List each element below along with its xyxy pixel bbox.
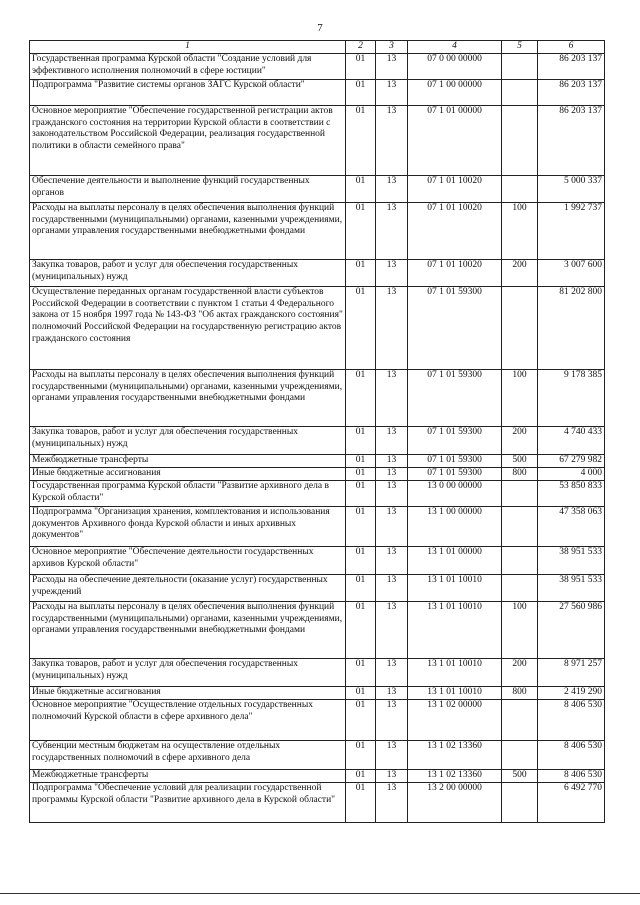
row-expense-type bbox=[502, 546, 538, 574]
row-amount: 4 000 bbox=[538, 467, 605, 480]
row-subsection: 13 bbox=[376, 259, 408, 286]
table-row bbox=[30, 79, 605, 105]
row-target-article: 07 0 00 00000 bbox=[408, 53, 502, 79]
table-row bbox=[30, 699, 605, 740]
row-name: Иные бюджетные ассигнования bbox=[30, 686, 346, 699]
row-expense-type: 500 bbox=[502, 454, 538, 467]
row-section: 01 bbox=[346, 699, 376, 740]
bottom-rule bbox=[0, 893, 640, 894]
row-expense-type bbox=[502, 574, 538, 601]
row-target-article: 07 1 01 10020 bbox=[408, 175, 502, 202]
row-amount: 9 178 385 bbox=[538, 369, 605, 426]
row-target-article: 07 1 01 59300 bbox=[408, 467, 502, 480]
row-amount: 86 203 137 bbox=[538, 79, 605, 105]
row-target-article: 13 0 00 00000 bbox=[408, 480, 502, 506]
row-target-article: 13 1 01 10010 bbox=[408, 686, 502, 699]
row-target-article: 07 1 01 00000 bbox=[408, 105, 502, 175]
row-subsection: 13 bbox=[376, 658, 408, 686]
row-section: 01 bbox=[346, 286, 376, 369]
table-row bbox=[30, 546, 605, 574]
row-subsection: 13 bbox=[376, 574, 408, 601]
row-section: 01 bbox=[346, 546, 376, 574]
row-amount: 86 203 137 bbox=[538, 105, 605, 175]
row-expense-type bbox=[502, 175, 538, 202]
row-amount: 47 358 063 bbox=[538, 506, 605, 546]
row-subsection: 13 bbox=[376, 286, 408, 369]
row-section: 01 bbox=[346, 259, 376, 286]
row-target-article: 13 1 02 00000 bbox=[408, 699, 502, 740]
row-section: 01 bbox=[346, 740, 376, 769]
row-name: Основное мероприятие "Обеспечение государственной регистрации актов гражданского состояния на территории Курской области в соответствии с законодательством Российской Федерации, реализация государственной политики в области семейного права" bbox=[30, 105, 346, 175]
row-section: 01 bbox=[346, 79, 376, 105]
row-subsection: 13 bbox=[376, 546, 408, 574]
row-target-article: 13 2 00 00000 bbox=[408, 782, 502, 822]
row-name: Осуществление переданных органам государственной власти субъектов Российской Федерации в соответствии с пунктом 1 статьи 4 Федерального закона от 15 ноября 1997 года № 143-ФЗ "Об актах гражданского состояния" полномочий Российской Федерации на государственную регистрацию актов гражданского состояния bbox=[30, 286, 346, 369]
row-expense-type: 200 bbox=[502, 426, 538, 454]
row-amount: 27 560 986 bbox=[538, 601, 605, 658]
row-target-article: 07 1 01 59300 bbox=[408, 454, 502, 467]
row-name: Подпрограмма "Развитие системы органов ЗАГС Курской области" bbox=[30, 79, 346, 105]
row-name: Основное мероприятие "Осуществление отдельных государственных полномочий Курской области в сфере архивного дела" bbox=[30, 699, 346, 740]
table-row bbox=[30, 454, 605, 467]
row-section: 01 bbox=[346, 426, 376, 454]
row-subsection: 13 bbox=[376, 506, 408, 546]
row-section: 01 bbox=[346, 454, 376, 467]
row-target-article: 13 1 01 10010 bbox=[408, 601, 502, 658]
table-row bbox=[30, 426, 605, 454]
row-expense-type: 500 bbox=[502, 769, 538, 782]
row-target-article: 13 1 01 00000 bbox=[408, 546, 502, 574]
table-row bbox=[30, 259, 605, 286]
table-row bbox=[30, 53, 605, 79]
row-expense-type bbox=[502, 53, 538, 79]
row-subsection: 13 bbox=[376, 467, 408, 480]
table-row bbox=[30, 369, 605, 426]
row-subsection: 13 bbox=[376, 740, 408, 769]
row-expense-type bbox=[502, 699, 538, 740]
row-section: 01 bbox=[346, 686, 376, 699]
row-amount: 8 406 530 bbox=[538, 699, 605, 740]
row-amount: 86 203 137 bbox=[538, 53, 605, 79]
row-subsection: 13 bbox=[376, 769, 408, 782]
row-target-article: 13 1 01 10010 bbox=[408, 658, 502, 686]
row-amount: 53 850 833 bbox=[538, 480, 605, 506]
row-section: 01 bbox=[346, 105, 376, 175]
row-target-article: 13 1 02 13360 bbox=[408, 769, 502, 782]
table-row bbox=[30, 769, 605, 782]
row-section: 01 bbox=[346, 782, 376, 822]
row-subsection: 13 bbox=[376, 454, 408, 467]
row-target-article: 13 1 01 10010 bbox=[408, 574, 502, 601]
row-target-article: 07 1 01 10020 bbox=[408, 259, 502, 286]
row-expense-type: 800 bbox=[502, 467, 538, 480]
row-target-article: 07 1 00 00000 bbox=[408, 79, 502, 105]
row-name: Расходы на выплаты персоналу в целях обеспечения выполнения функций государственными (муниципальными) органами, казенными учреждениями, органами управления государственными внебюджетными фондами bbox=[30, 369, 346, 426]
header-col-4: 4 bbox=[408, 41, 502, 54]
row-subsection: 13 bbox=[376, 175, 408, 202]
row-name: Государственная программа Курской области "Развитие архивного дела в Курской области" bbox=[30, 480, 346, 506]
header-col-1: 1 bbox=[30, 41, 346, 54]
row-amount: 67 279 982 bbox=[538, 454, 605, 467]
table-row bbox=[30, 175, 605, 202]
row-name: Закупка товаров, работ и услуг для обеспечения государственных (муниципальных) нужд bbox=[30, 426, 346, 454]
table-row bbox=[30, 480, 605, 506]
row-subsection: 13 bbox=[376, 202, 408, 259]
row-expense-type: 100 bbox=[502, 601, 538, 658]
row-section: 01 bbox=[346, 175, 376, 202]
row-section: 01 bbox=[346, 53, 376, 79]
row-target-article: 07 1 01 59300 bbox=[408, 369, 502, 426]
row-amount: 5 000 337 bbox=[538, 175, 605, 202]
row-target-article: 07 1 01 10020 bbox=[408, 202, 502, 259]
header-col-6: 6 bbox=[538, 41, 605, 54]
row-name: Расходы на выплаты персоналу в целях обеспечения выполнения функций государственными (муниципальными) органами, казенными учреждениями, органами управления государственными внебюджетными фондами bbox=[30, 202, 346, 259]
row-target-article: 07 1 01 59300 bbox=[408, 426, 502, 454]
page-number: 7 bbox=[317, 22, 323, 34]
row-name: Межбюджетные трансферты bbox=[30, 454, 346, 467]
row-name: Закупка товаров, работ и услуг для обеспечения государственных (муниципальных) нужд bbox=[30, 259, 346, 286]
row-expense-type bbox=[502, 740, 538, 769]
row-section: 01 bbox=[346, 574, 376, 601]
row-subsection: 13 bbox=[376, 601, 408, 658]
row-name: Межбюджетные трансферты bbox=[30, 769, 346, 782]
row-name: Субвенции местным бюджетам на осуществление отдельных государственных полномочий в сфере архивного дела bbox=[30, 740, 346, 769]
table-row bbox=[30, 286, 605, 369]
header-col-2: 2 bbox=[346, 41, 376, 54]
row-name: Подпрограмма "Организация хранения, комплектования и использования документов Архивного фонда Курской области и иных архивных документов" bbox=[30, 506, 346, 546]
row-name: Основное мероприятие "Обеспечение деятельности государственных архивов Курской области" bbox=[30, 546, 346, 574]
row-subsection: 13 bbox=[376, 79, 408, 105]
row-subsection: 13 bbox=[376, 369, 408, 426]
row-target-article: 13 1 02 13360 bbox=[408, 740, 502, 769]
row-expense-type: 200 bbox=[502, 259, 538, 286]
row-expense-type bbox=[502, 782, 538, 822]
row-amount: 3 007 600 bbox=[538, 259, 605, 286]
row-expense-type bbox=[502, 506, 538, 546]
row-section: 01 bbox=[346, 467, 376, 480]
header-col-5: 5 bbox=[502, 41, 538, 54]
row-amount: 8 406 530 bbox=[538, 740, 605, 769]
row-subsection: 13 bbox=[376, 686, 408, 699]
row-name: Расходы на выплаты персоналу в целях обеспечения выполнения функций государственными (муниципальными) органами, казенными учреждениями, органами управления государственными внебюджетными фондами bbox=[30, 601, 346, 658]
row-amount: 1 992 737 bbox=[538, 202, 605, 259]
row-expense-type bbox=[502, 105, 538, 175]
row-amount: 38 951 533 bbox=[538, 574, 605, 601]
row-name: Иные бюджетные ассигнования bbox=[30, 467, 346, 480]
row-section: 01 bbox=[346, 601, 376, 658]
row-expense-type: 200 bbox=[502, 658, 538, 686]
row-amount: 81 202 800 bbox=[538, 286, 605, 369]
row-subsection: 13 bbox=[376, 480, 408, 506]
table-row bbox=[30, 782, 605, 822]
row-subsection: 13 bbox=[376, 699, 408, 740]
row-amount: 8 971 257 bbox=[538, 658, 605, 686]
table-row bbox=[30, 601, 605, 658]
row-subsection: 13 bbox=[376, 53, 408, 79]
row-expense-type bbox=[502, 480, 538, 506]
table-row bbox=[30, 467, 605, 480]
row-expense-type: 100 bbox=[502, 369, 538, 426]
row-target-article: 07 1 01 59300 bbox=[408, 286, 502, 369]
row-subsection: 13 bbox=[376, 426, 408, 454]
table-row bbox=[30, 740, 605, 769]
row-section: 01 bbox=[346, 658, 376, 686]
row-subsection: 13 bbox=[376, 782, 408, 822]
table-row bbox=[30, 658, 605, 686]
row-subsection: 13 bbox=[376, 105, 408, 175]
row-expense-type: 100 bbox=[502, 202, 538, 259]
header-col-3: 3 bbox=[376, 41, 408, 54]
row-section: 01 bbox=[346, 769, 376, 782]
row-name: Расходы на обеспечение деятельности (оказание услуг) государственных учреждений bbox=[30, 574, 346, 601]
row-section: 01 bbox=[346, 369, 376, 426]
row-expense-type: 800 bbox=[502, 686, 538, 699]
row-section: 01 bbox=[346, 202, 376, 259]
table-row bbox=[30, 686, 605, 699]
row-amount: 2 419 290 bbox=[538, 686, 605, 699]
table-row bbox=[30, 506, 605, 546]
row-target-article: 13 1 00 00000 bbox=[408, 506, 502, 546]
row-amount: 38 951 533 bbox=[538, 546, 605, 574]
row-name: Подпрограмма "Обеспечение условий для реализации государственной программы Курской области "Развитие архивного дела в Курской области" bbox=[30, 782, 346, 822]
table-row bbox=[30, 105, 605, 175]
row-amount: 8 406 530 bbox=[538, 769, 605, 782]
row-name: Государственная программа Курской области "Создание условий для эффективного исполнения полномочий в сфере юстиции" bbox=[30, 53, 346, 79]
row-expense-type bbox=[502, 79, 538, 105]
row-section: 01 bbox=[346, 480, 376, 506]
row-name: Закупка товаров, работ и услуг для обеспечения государственных (муниципальных) нужд bbox=[30, 658, 346, 686]
row-expense-type bbox=[502, 286, 538, 369]
table-row bbox=[30, 574, 605, 601]
header-row bbox=[30, 41, 605, 54]
row-amount: 6 492 770 bbox=[538, 782, 605, 822]
table-row bbox=[30, 202, 605, 259]
row-name: Обеспечение деятельности и выполнение функций государственных органов bbox=[30, 175, 346, 202]
budget-table bbox=[29, 40, 605, 823]
row-amount: 4 740 433 bbox=[538, 426, 605, 454]
row-section: 01 bbox=[346, 506, 376, 546]
